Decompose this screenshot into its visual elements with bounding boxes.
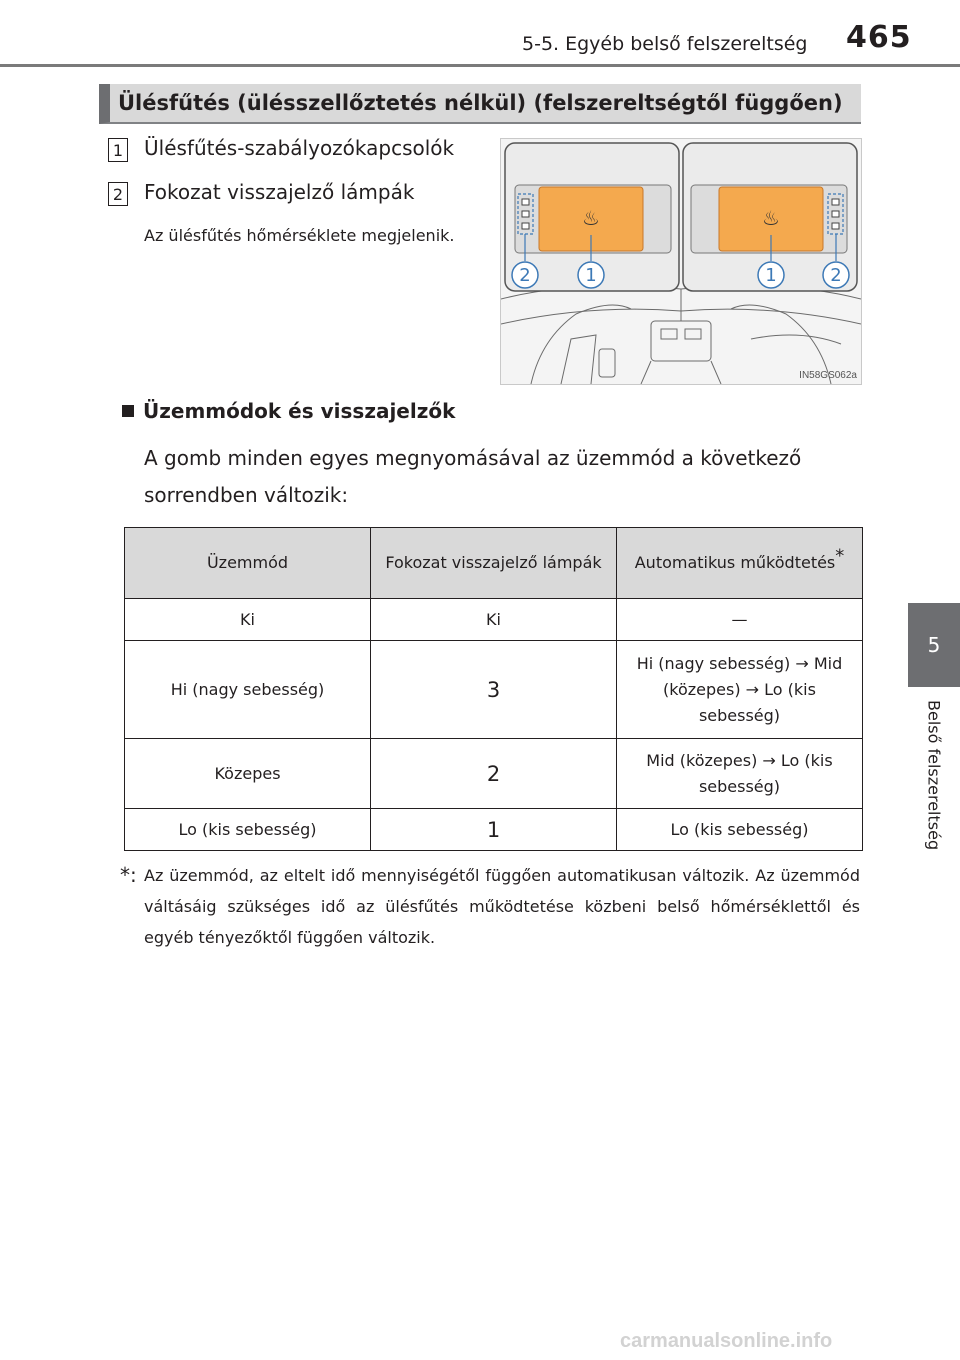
modes-heading <box>122 399 455 423</box>
table-row <box>125 809 863 851</box>
modes-table <box>124 527 863 851</box>
side-tab-chapter-name <box>908 700 960 870</box>
header-rule <box>0 64 960 67</box>
figure-code: IN58GS062a <box>799 370 857 381</box>
item-label-2: Fokozat visszajelző lámpák <box>144 180 415 204</box>
modes-intro: A gomb minden egyes megnyomásával az üzemmód a következő sorrendben változik: <box>144 446 802 507</box>
side-tab-chapter-number: 5 <box>908 603 960 687</box>
section-title: Ülésfűtés (ülésszellőztetés nélkül) (felszereltségtől függően) <box>118 91 843 115</box>
cell-indicator: 1 <box>371 809 617 851</box>
header-auto-text: Automatikus működtetés <box>634 553 836 572</box>
cell-auto: Mid (közepes) → Lo (kis sebesség) <box>617 739 863 809</box>
modes-heading-text: Üzemmódok és visszajelzők <box>143 399 456 423</box>
cell-auto: Lo (kis sebesség) <box>617 809 863 851</box>
watermark: carmanualsonline.info <box>620 1330 833 1352</box>
page-number: 465 <box>846 20 912 55</box>
callout-2-right: 2 <box>830 265 842 286</box>
cell-mode: Lo (kis sebesség) <box>125 809 371 851</box>
table-row <box>125 599 863 641</box>
section-title-bar <box>99 84 861 124</box>
cell-indicator: 2 <box>371 739 617 809</box>
table-row <box>125 739 863 809</box>
left-seat-heater-icon: ♨ <box>582 206 600 230</box>
callout-1-left: 1 <box>585 265 597 286</box>
cell-mode: Hi (nagy sebesség) <box>125 641 371 739</box>
cell-mode: Közepes <box>125 739 371 809</box>
footnote <box>120 860 860 953</box>
seat-heater-illustration <box>500 138 862 385</box>
chapter-title: 5-5. Egyéb belső felszereltség <box>522 33 808 55</box>
callout-2-left: 2 <box>519 265 531 286</box>
cell-auto: Hi (nagy sebesség) → Mid (közepes) → Lo (kis sebesség) <box>617 641 863 739</box>
item-note-2: Az ülésfűtés hőmérséklete megjelenik. <box>144 226 455 245</box>
side-tab-chapter-name-text: Belső felszereltség <box>924 700 944 851</box>
item-label-1: Ülésfűtés-szabályozókapcsolók <box>144 136 455 160</box>
footnote-mark: *: <box>120 863 137 887</box>
footnote-text: Az üzemmód, az eltelt idő mennyiségétől függően automatikusan változik. Az üzemmód váltásáig szükséges idő az ülésfűtés működtetése közbeni belső hőmérséklettől és egyéb tényezőktől függően változik. <box>144 866 860 947</box>
item-number-1: 1 <box>108 138 128 162</box>
callout-1-right: 1 <box>765 265 777 286</box>
header-auto <box>617 528 863 599</box>
cell-mode: Ki <box>125 599 371 641</box>
header-auto-mark: * <box>835 545 845 567</box>
square-bullet-icon <box>122 405 134 417</box>
header-mode: Üzemmód <box>125 528 371 599</box>
header-indicator: Fokozat visszajelző lámpák <box>371 528 617 599</box>
cell-indicator: 3 <box>371 641 617 739</box>
cell-auto: — <box>617 599 863 641</box>
table-header-row <box>125 528 863 599</box>
cell-indicator: Ki <box>371 599 617 641</box>
item-number-2: 2 <box>108 182 128 206</box>
table-row <box>125 641 863 739</box>
right-seat-heater-icon: ♨ <box>762 206 780 230</box>
